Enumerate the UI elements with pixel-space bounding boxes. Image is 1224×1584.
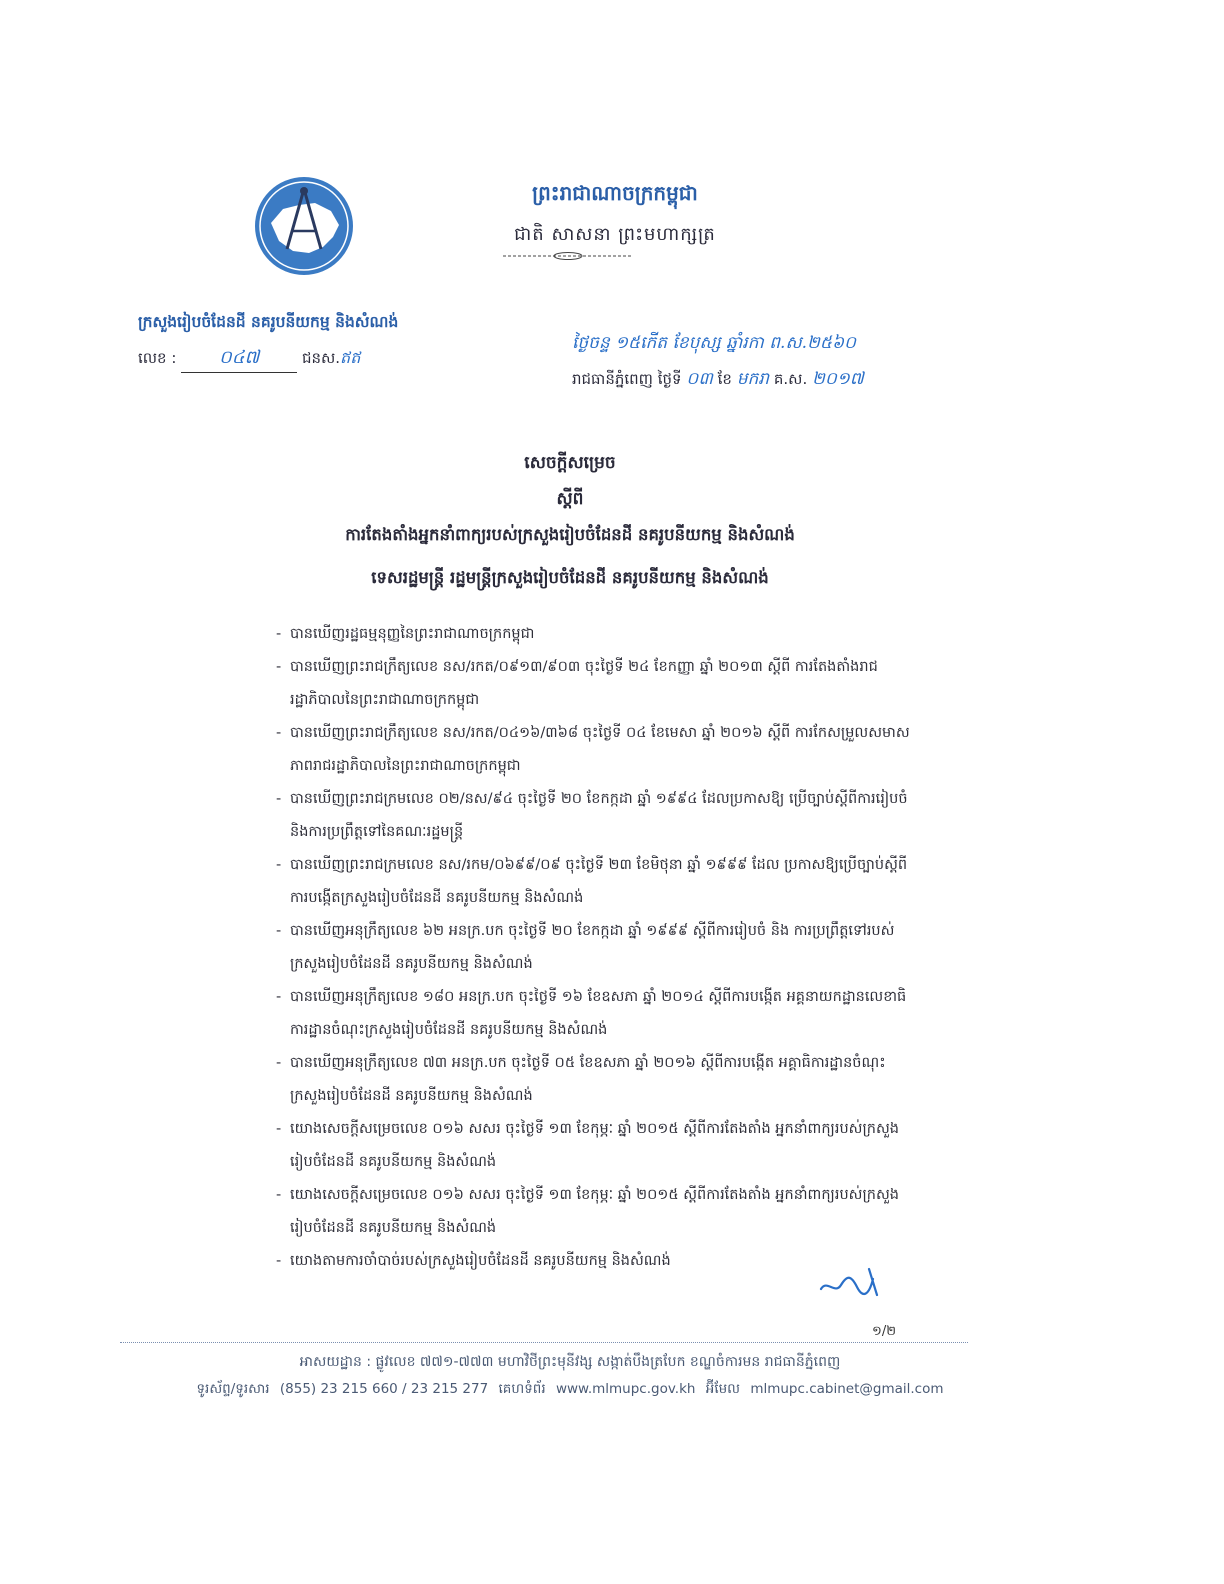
page-number: ១/២ [872, 1324, 897, 1339]
solar-month-label: ខែ [717, 370, 732, 388]
legal-basis-list [276, 618, 916, 1278]
ref-suffix-handwritten: ឥឥ [340, 348, 361, 367]
ministry-logo-icon [253, 175, 355, 277]
website-link[interactable]: www.mlmupc.gov.kh [555, 1381, 696, 1397]
solar-month: មករា [736, 369, 770, 389]
phone-label: ទូរស័ព្ទ/ទូរសារ [196, 1381, 270, 1397]
list-item: - បានឃើញព្រះរាជក្រឹត្យលេខ នស/រកត/០៩១៣/៩០៣ ចុះថ្ងៃទី ២៤ ខែកញ្ញា ឆ្នាំ ២០១៣ ស្តីពី ការតែងតាំងរាជរដ្ឋាភិបាលនៃព្រះរាជាណាចក្រកម្ពុជា [276, 651, 916, 717]
footer-contact [110, 1380, 1030, 1400]
solar-prefix: រាជធានីភ្នំពេញ ថ្ងៃទី [572, 370, 682, 388]
ministry-name: ក្រសួងរៀបចំដែនដី នគរូបនីយកម្ម និងសំណង់ [138, 312, 399, 331]
document-page [110, 140, 1030, 1420]
solar-date [572, 368, 1002, 393]
list-item: - បានឃើញអនុក្រឹត្យលេខ ៦២ អនក្រ.បក ចុះថ្ងៃទី ២០ ខែកក្កដា ឆ្នាំ ១៩៩៩ ស្តីពីការរៀបចំ និង ការប្រព្រឹត្តទៅរបស់ក្រសួងរៀបចំដែនដី នគរូបនីយកម្ម និងសំណង់ [276, 915, 916, 981]
email-label: អ៊ីមែល [705, 1381, 741, 1397]
ornament-divider-icon [503, 250, 633, 262]
kingdom-title: ព្រះរាជាណាចក្រកម្ពុជា [532, 181, 698, 205]
list-item: - បានឃើញអនុក្រឹត្យលេខ ៧៣ អនក្រ.បក ចុះថ្ងៃទី ០៥ ខែឧសភា ឆ្នាំ ២០១៦ ស្តីពីការបង្កើត អគ្គាធិការដ្ឋានចំណុះក្រសួងរៀបចំដែនដី នគរូបនីយកម្ម និងសំណង់ [276, 1047, 916, 1113]
on-label: ស្តីពី [556, 489, 584, 509]
list-item: - យោងសេចក្តីសម្រេចលេខ ០១៦ សសរ ចុះថ្ងៃទី ១៣ ខែកុម្ភៈ ឆ្នាំ ២០១៥ ស្តីពីការតែងតាំង អ្នកនាំពាក្យរបស់ក្រសួងរៀបចំដែនដី នគរូបនីយកម្ម និងសំណង់ [276, 1179, 916, 1245]
lunar-date: ថ្ងៃចន្ទ ១៥កើត ខែបុស្ស ឆ្នាំរកា ព.ស.២៥៦០ [572, 333, 857, 353]
solar-year-label: គ.ស. [773, 370, 808, 388]
solar-day: ០៣ [686, 369, 713, 389]
list-item: - បានឃើញព្រះរាជក្រមលេខ ០២/នស/៩៤ ចុះថ្ងៃទី ២០ ខែកក្កដា ឆ្នាំ ១៩៩៤ ដែលប្រកាសឱ្យ ប្រើច្បាប់ស្តីពីការរៀបចំ និងការប្រព្រឹត្តទៅនៃគណៈរដ្ឋមន្ត្រី [276, 783, 916, 849]
list-item: - បានឃើញព្រះរាជក្រមលេខ នស/រកម/០៦៩៩/០៩ ចុះថ្ងៃទី ២៣ ខែមិថុនា ឆ្នាំ ១៩៩៩ ដែល ប្រកាសឱ្យប្រើច្បាប់ស្តីពីការបង្កើតក្រសួងរៀបចំដែនដី នគរូបនីយកម្ម និងសំណង់ [276, 849, 916, 915]
list-item: - យោងសេចក្តីសម្រេចលេខ ០១៦ សសរ ចុះថ្ងៃទី ១៣ ខែកុម្ភៈ ឆ្នាំ ២០១៥ ស្តីពីការតែងតាំង អ្នកនាំពាក្យរបស់ក្រសួងរៀបចំដែនដី នគរូបនីយកម្ម និងសំណង់ [276, 1113, 916, 1179]
reference-line [138, 345, 360, 373]
solar-year: ២០១៧ [812, 369, 864, 389]
website-label: គេហទំព័រ [498, 1381, 546, 1397]
issuing-authority: ទេសរដ្ឋមន្ត្រី រដ្ឋមន្ត្រីក្រសួងរៀបចំដែនដី នគរូបនីយកម្ម និងសំណង់ [371, 568, 769, 587]
footer-address: អាសយដ្ឋាន : ផ្លូវលេខ ៧៧១-៧៧៣ មហាវិថីព្រះមុនីវង្ស សង្កាត់បឹងត្របែក ខណ្ឌចំការមន រាជធានីភ្នំពេញ [299, 1354, 841, 1370]
email-link[interactable]: mlmupc.cabinet@gmail.com [750, 1381, 944, 1397]
ref-suffix: ជនស. [301, 349, 341, 367]
ref-number: ០៤៧ [181, 345, 297, 373]
list-item: - បានឃើញអនុក្រឹត្យលេខ ១៨០ អនក្រ.បក ចុះថ្ងៃទី ១៦ ខែឧសភា ឆ្នាំ ២០១៤ ស្តីពីការបង្កើត អគ្គនាយកដ្ឋានលេខាធិការដ្ឋានចំណុះក្រសួងរៀបចំដែនដី នគរូបនីយកម្ម និងសំណង់ [276, 981, 916, 1047]
list-item: - បានឃើញព្រះរាជក្រឹត្យលេខ នស/រកត/០៤១៦/៣៦៨ ចុះថ្ងៃទី ០៤ ខែមេសា ឆ្នាំ ២០១៦ ស្តីពី ការកែសម្រួលសមាសភាពរាជរដ្ឋាភិបាលនៃព្រះរាជាណាចក្រកម្ពុជា [276, 717, 916, 783]
footer-divider [120, 1342, 968, 1343]
decision-subject: ការតែងតាំងអ្នកនាំពាក្យរបស់ក្រសួងរៀបចំដែនដី នគរូបនីយកម្ម និងសំណង់ [345, 525, 795, 544]
ref-label: លេខ : [138, 349, 177, 367]
list-item: - បានឃើញរដ្ឋធម្មនុញ្ញនៃព្រះរាជាណាចក្រកម្ពុជា [276, 618, 916, 651]
list-item: - យោងតាមការចាំបាច់របស់ក្រសួងរៀបចំដែនដី នគរូបនីយកម្ម និងសំណង់ [276, 1245, 916, 1278]
phone-number: (855) 23 215 660 / 23 215 277 [279, 1381, 489, 1397]
national-motto: ជាតិ សាសនា ព្រះមហាក្សត្រ [514, 224, 716, 245]
decision-title: សេចក្តីសម្រេច [524, 453, 616, 473]
initials-signature-icon [817, 1265, 887, 1299]
